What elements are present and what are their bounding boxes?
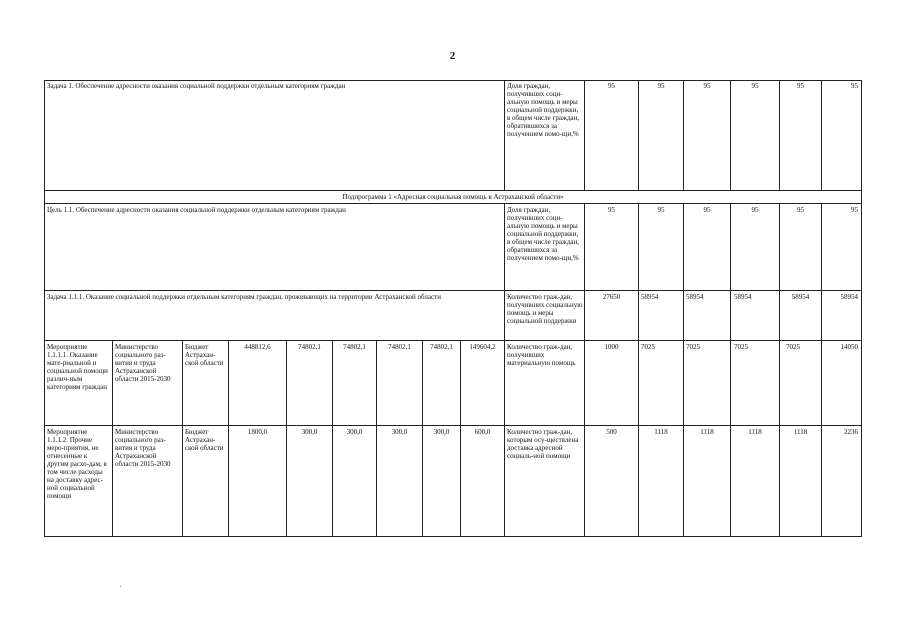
goal1-1-indicator: Доля граждан, получивших соци-альную помощь и меры социальной поддержки, в общем числе граждан, обратившихся за получением помо-щи,%: [507, 206, 579, 262]
measure2-amount: 300,0: [433, 428, 450, 436]
measure1-amount: 74802,1: [430, 343, 453, 351]
measure1-amount: 74802,1: [298, 343, 321, 351]
task1-label: Задача 1. Обеспечение адресности оказания социальной поддержки отдельным категориям граждан: [47, 82, 346, 90]
col-line: [779, 203, 780, 536]
task1-indicator: Доля граждан, получивших соци-альную помощь и меры социальной поддержки, в общем числе граждан, обратившихся за получением помо-щи,%: [507, 82, 579, 138]
col-line: [730, 203, 731, 536]
goal1-1-value: 95: [608, 206, 615, 214]
row-line: [44, 536, 862, 537]
measure1-amount: 149604,2: [469, 343, 496, 351]
col-line: [821, 80, 822, 190]
row-line: [44, 203, 862, 204]
col-line: [584, 80, 585, 190]
col-line: [422, 340, 423, 536]
task1-1-1-value: 58954: [641, 293, 659, 301]
measure2-value: 1118: [748, 428, 762, 436]
measure1-amount: 74802,1: [343, 343, 366, 351]
row-line: [44, 80, 862, 81]
task1-value: 95: [657, 82, 665, 90]
goal1-1-value: 95: [751, 206, 759, 214]
col-line: [504, 80, 505, 190]
col-line: [504, 203, 505, 536]
row-line: [44, 340, 862, 341]
subprogram-title: Подпрограмма 1 «Адресная социальная помощь в Астраханской области»: [342, 193, 564, 201]
measure2-value: 1118: [793, 428, 808, 436]
goal1-1-label: Цель 1.1. Обеспечение адресности оказания социальной поддержки отдельным категориям граждан: [47, 206, 346, 214]
col-line: [861, 80, 862, 537]
col-line: [730, 80, 731, 190]
measure2-amount: 300,0: [391, 428, 408, 436]
program-table: [44, 80, 862, 537]
col-line: [683, 203, 684, 536]
col-line: [228, 340, 229, 536]
measure2-amount: 1800,0: [247, 428, 268, 436]
task1-1-1-value: 58954: [686, 293, 704, 301]
col-line: [638, 203, 639, 536]
task1-value: 95: [608, 82, 615, 90]
measure2-executor: Министерство социального раз-вития и труда Астраханской области 2015-2030: [115, 428, 171, 468]
measure2-source: Бюджет Астрахан-ской области: [185, 428, 224, 452]
measure2-amount: 300,0: [346, 428, 363, 436]
measure1-value: 7025: [641, 343, 655, 351]
measure2-indicator: Количество граж-дан, которым осу-ществлена доставка адресной социаль-ной помощи: [507, 428, 579, 460]
measure1-executor: Министерство социального раз-вития и труда Астраханской области 2015-2030: [115, 343, 171, 383]
task1-1-1-value: 58954: [734, 293, 752, 301]
measure1-name: Мероприятие 1.1.1.1. Оказание мате-риальной и социальной помощи различ-ным категориям граждан: [47, 343, 108, 391]
measure2-value: 1118: [654, 428, 668, 436]
measure2-amount: 300,0: [301, 428, 318, 436]
scan-speck: [120, 586, 121, 587]
measure1-amount: 448812,6: [244, 343, 271, 351]
col-line: [286, 340, 287, 536]
goal1-1-value: 95: [851, 206, 858, 214]
col-line: [821, 203, 822, 536]
col-line: [638, 80, 639, 190]
measure1-value: 14050: [840, 343, 858, 351]
col-line: [112, 340, 113, 536]
goal1-1-value: 95: [797, 206, 804, 214]
col-line: [376, 340, 377, 536]
measure2-value: 2236: [844, 428, 858, 436]
task1-value: 95: [851, 82, 858, 90]
measure2-name: Мероприятие 1.1.1.2. Прочие меро-приятия, не отнесенные к другим расхо-дам, в том числе расходы на доставку адрес-ной социальной помощи: [47, 428, 107, 500]
measure1-amount: 74802,1: [388, 343, 411, 351]
task1-1-1-value: 58954: [791, 293, 810, 301]
measure1-source: Бюджет Астрахан-ской области: [185, 343, 224, 367]
measure2-value: 500: [606, 428, 617, 436]
measure1-value: 7025: [786, 343, 800, 351]
measure1-value: 1000: [604, 343, 619, 351]
col-line: [332, 340, 333, 536]
row-line: [44, 290, 862, 291]
measure1-value: 7025: [734, 343, 748, 351]
col-line: [584, 203, 585, 536]
col-line: [683, 80, 684, 190]
measure1-value: 7025: [686, 343, 700, 351]
row-line: [44, 425, 862, 426]
task1-value: 95: [703, 82, 711, 90]
task1-value: 95: [797, 82, 804, 90]
goal1-1-value: 95: [703, 206, 711, 214]
col-line: [182, 340, 183, 536]
task1-value: 95: [751, 82, 759, 90]
row-line: [44, 190, 862, 191]
col-line: [44, 80, 45, 537]
task1-1-1-value: 27650: [602, 293, 621, 301]
col-line: [779, 80, 780, 190]
col-line: [460, 340, 461, 536]
task1-1-1-value: 58954: [840, 293, 858, 301]
measure2-value: 1118: [700, 428, 714, 436]
page-number: 2: [449, 50, 456, 62]
task1-1-1-label: Задача 1.1.1. Оказание социальной поддержки отдельным категориям граждан, проживающих на территории Астраханской области: [47, 293, 441, 301]
measure2-amount: 600,0: [474, 428, 491, 436]
measure1-indicator: Количество граж-дан, получивших материальную помощь: [507, 343, 576, 367]
task1-1-1-indicator: Количество граж-дан, получивших социальную помощь и меры социальной поддержки: [507, 293, 583, 325]
goal1-1-value: 95: [657, 206, 665, 214]
